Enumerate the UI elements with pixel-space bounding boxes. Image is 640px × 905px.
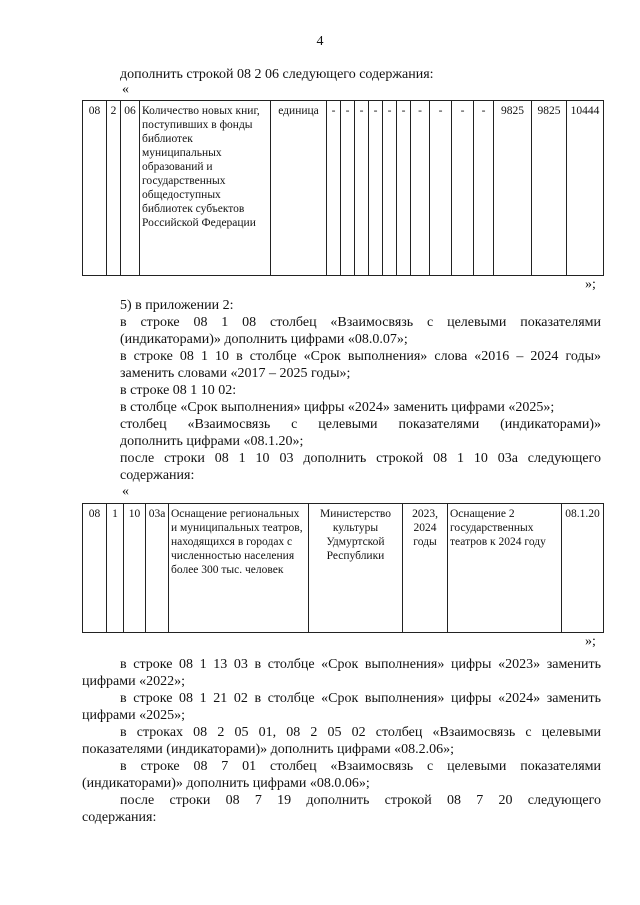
table-row xyxy=(83,504,604,633)
value-cell: 9825 xyxy=(532,101,567,276)
paragraph-line: в столбце «Срок выполнения» цифры «2024» заменить цифрами «2025»; xyxy=(120,400,555,415)
code-cell: 08 xyxy=(83,504,107,633)
paragraph-line: в строке 08 7 01 столбец «Взаимосвязь с целевыми показателями xyxy=(120,759,601,774)
activity-name-cell: Оснащение региональных и муниципальных театров, находящихся в городах с численностью населения более 300 тыс. человек xyxy=(169,504,309,633)
paragraph-line: показателями (индикаторами)» дополнить цифрами «08.2.06»; xyxy=(82,742,455,757)
paragraph-line: после строки 08 1 10 03 дополнить строкой 08 1 10 03а следующего xyxy=(120,451,601,466)
paragraph-line: содержания: xyxy=(82,810,157,825)
paragraph-line: цифрами «2022»; xyxy=(82,674,186,689)
close-quote-2: »; xyxy=(585,634,596,649)
indicator-link-cell: 08.1.20 xyxy=(562,504,604,633)
period-cell: 2023, 2024 годы xyxy=(403,504,448,633)
paragraph-line: в строке 08 1 21 02 в столбце «Срок выполнения» цифры «2024» заменить xyxy=(120,691,601,706)
value-cell: - xyxy=(474,101,494,276)
value-cell: 10444 xyxy=(567,101,604,276)
value-cell: - xyxy=(411,101,430,276)
paragraph-line: (индикаторами)» дополнить цифрами «08.0.07»; xyxy=(120,332,408,347)
code-cell: 03а xyxy=(146,504,169,633)
code-cell: 06 xyxy=(121,101,140,276)
code-cell: 2 xyxy=(107,101,121,276)
code-cell: 10 xyxy=(124,504,146,633)
executor-cell: Министерство культуры Удмуртской Республики xyxy=(309,504,403,633)
paragraph-line: в строке 08 1 10 02: xyxy=(120,383,237,398)
close-quote-1: »; xyxy=(585,277,596,292)
paragraph-line: столбец «Взаимосвязь с целевыми показателями (индикаторами)» xyxy=(120,417,601,432)
paragraph-line: в строках 08 2 05 01, 08 2 05 02 столбец «Взаимосвязь с целевыми xyxy=(120,725,601,740)
value-cell: - xyxy=(355,101,369,276)
paragraph-line: (индикаторами)» дополнить цифрами «08.0.06»; xyxy=(82,776,370,791)
paragraph-line: в строке 08 1 10 в столбце «Срок выполнения» слова «2016 – 2024 годы» xyxy=(120,349,601,364)
value-cell: - xyxy=(397,101,411,276)
intro-line: дополнить строкой 08 2 06 следующего содержания: xyxy=(120,67,434,82)
paragraph-line: в строке 08 1 13 03 в столбце «Срок выполнения» цифры «2023» заменить xyxy=(120,657,601,672)
code-cell: 1 xyxy=(107,504,124,633)
value-cell: - xyxy=(369,101,383,276)
paragraph-line: дополнить цифрами «08.1.20»; xyxy=(120,434,304,449)
paragraph-line: заменить словами «2017 – 2025 годы»; xyxy=(120,366,351,381)
table-2 xyxy=(82,503,604,633)
value-cell: - xyxy=(452,101,474,276)
open-quote-1: « xyxy=(122,82,129,97)
table-row xyxy=(83,101,604,276)
value-cell: - xyxy=(430,101,452,276)
value-cell: - xyxy=(327,101,341,276)
paragraph-line: после строки 08 7 19 дополнить строкой 08 7 20 следующего xyxy=(120,793,601,808)
paragraph-line: цифрами «2025»; xyxy=(82,708,186,723)
value-cell: - xyxy=(341,101,355,276)
paragraph-line: в строке 08 1 08 столбец «Взаимосвязь с целевыми показателями xyxy=(120,315,601,330)
table-1 xyxy=(82,100,604,276)
page-number: 4 xyxy=(316,34,324,49)
value-cell: 9825 xyxy=(494,101,532,276)
paragraph-line: 5) в приложении 2: xyxy=(120,298,234,313)
unit-cell: единица xyxy=(271,101,327,276)
paragraph-line: содержания: xyxy=(120,468,195,483)
value-cell: - xyxy=(383,101,397,276)
result-cell: Оснащение 2 государственных театров к 2024 году xyxy=(448,504,562,633)
indicator-name-cell: Количество новых книг, поступивших в фонды библиотек муниципальных образований и государственных общедоступных библиотек субъектов Российской Федерации xyxy=(140,101,271,276)
open-quote-2: « xyxy=(122,484,129,499)
code-cell: 08 xyxy=(83,101,107,276)
